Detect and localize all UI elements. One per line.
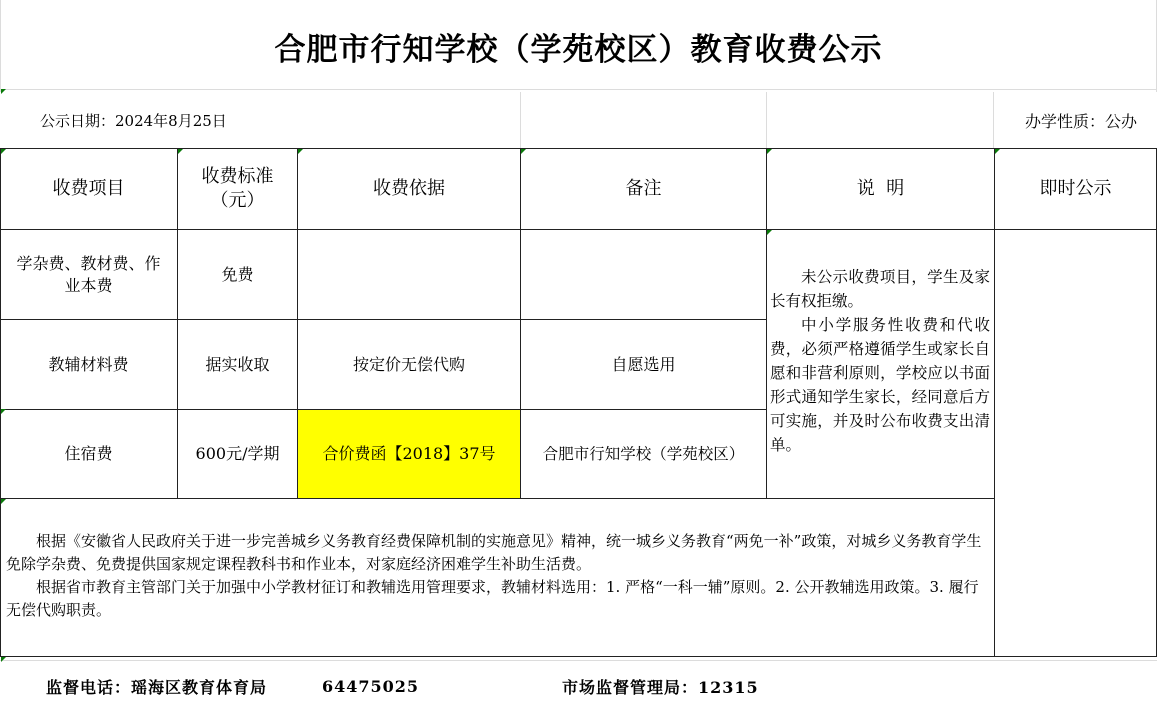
gridline xyxy=(993,92,994,148)
market-supervision: 市场监督管理局：12315 xyxy=(562,677,759,697)
row3-basis-highlighted: 合价费函【2018】37号 xyxy=(298,410,520,498)
row2-item: 教辅材料费 xyxy=(48,354,129,374)
cell-marker-icon xyxy=(1,499,6,504)
row2-remark: 自愿选用 xyxy=(611,354,676,374)
supervise-phone: 64475025 xyxy=(322,676,420,696)
header-fee-standard-line2: （元） xyxy=(210,190,265,211)
table-border xyxy=(0,656,1157,657)
policy-notes xyxy=(6,530,990,622)
cell-marker-icon xyxy=(1,89,6,94)
notes-paragraph: 根据省市教育主管部门关于加强中小学教材征订和教辅选用管理要求，教辅材料选用：1. 严格“一科一辅”原则。2. 公开教辅选用政策。3. 履行无偿代购职责。 xyxy=(6,578,979,619)
notes-paragraph: 根据《安徽省人民政府关于进一步完善城乡义务教育经费保障机制的实施意见》精神，统一城乡义务教育“两免一补”政策，对城乡义务教育学生免除学杂费、免费提供国家规定课程教科书和作业本，对家庭经济困难学生补助生活费。 xyxy=(6,532,982,573)
supervise-label: 监督电话：瑶海区教育体育局 xyxy=(46,677,268,697)
explain-paragraph: 未公示收费项目，学生及家长有权拒缴。 xyxy=(770,268,990,310)
row3-remark: 合肥市行知学校（学苑校区） xyxy=(542,445,745,463)
explain-text xyxy=(770,265,990,457)
gridline xyxy=(520,92,521,148)
table-border xyxy=(0,498,994,499)
row2-basis: 按定价无偿代购 xyxy=(352,354,465,374)
school-nature: 办学性质：公办 xyxy=(1024,111,1137,131)
explain-paragraph: 中小学服务性收费和代收费，必须严格遵循学生或家长自愿和非营利原则，学校应以书面形式通知学生家长，经同意后方可实施，并及时公布收费支出清单。 xyxy=(770,316,990,454)
row3-standard: 600元/学期 xyxy=(195,444,280,463)
header-fee-standard-line1: 收费标准 xyxy=(201,166,274,187)
publish-date: 公示日期：2024年8月25日 xyxy=(40,111,227,130)
row2-standard: 据实收取 xyxy=(205,354,270,374)
cell-marker-icon xyxy=(1,657,6,662)
gridline xyxy=(0,660,1157,661)
header-explain: 说 明 xyxy=(856,178,905,199)
gridline xyxy=(0,89,1157,90)
header-fee-standard xyxy=(178,149,297,229)
row1-standard: 免费 xyxy=(221,264,254,284)
row1-item-line1: 学杂费、教材费、作 xyxy=(16,253,161,273)
header-fee-basis: 收费依据 xyxy=(373,178,445,199)
gridline xyxy=(0,0,1,92)
header-fee-item: 收费项目 xyxy=(52,178,125,199)
header-realtime: 即时公示 xyxy=(1039,178,1112,199)
cell-marker-icon xyxy=(767,230,772,235)
header-remark: 备注 xyxy=(625,178,662,199)
row1-item-line2: 业本费 xyxy=(64,275,113,295)
table-row-item xyxy=(0,230,177,319)
gridline xyxy=(766,92,767,148)
page-title: 合肥市行知学校（学苑校区）教育收费公示 xyxy=(274,31,883,68)
row3-item: 住宿费 xyxy=(64,444,113,463)
